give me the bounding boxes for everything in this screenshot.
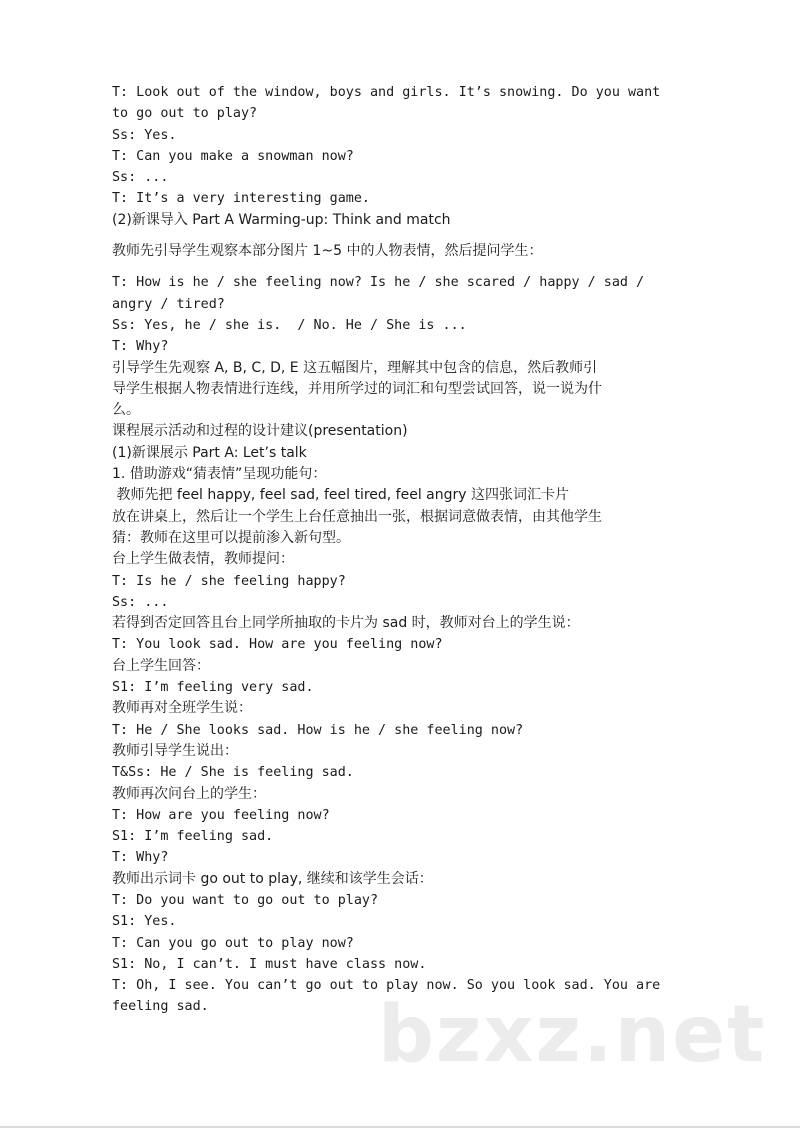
- text-line: 教师再对全班学生说：: [112, 700, 252, 717]
- text-line: T: He / She looks sad. How is he / she feeling now?: [112, 722, 524, 738]
- watermark-text: bzxz.net: [378, 990, 767, 1080]
- section-heading: 课程展示活动和过程的设计建议(presentation): [112, 423, 408, 440]
- text-line: T: Look out of the window, boys and girls. It’s snowing. Do you want: [112, 85, 661, 100]
- text-line: T: Why?: [112, 850, 169, 866]
- text-line: 若得到否定回答且台上同学所抽取的卡片为 sad 时，教师对台上的学生说：: [112, 615, 580, 632]
- section-heading: (1)新课展示 Part A: Let’s talk: [112, 444, 307, 461]
- text-line: Ss: ...: [112, 594, 169, 610]
- text-line: 台上学生回答：: [112, 657, 210, 674]
- paragraph-gap: [112, 262, 682, 272]
- text-line: 教师先把 feel happy, feel sad, feel tired, feel angry 这四张词汇卡片: [112, 487, 570, 504]
- document-body: [112, 82, 682, 1018]
- text-line: Ss: Yes.: [112, 127, 177, 143]
- text-line: T: How are you feeling now?: [112, 807, 330, 823]
- text-line: 放在讲桌上，然后让一个学生上台任意抽出一张，根据词意做表情，由其他学生: [112, 508, 602, 525]
- text-line: angry / tired?: [112, 296, 225, 312]
- text-line: S1: Yes.: [112, 914, 177, 930]
- text-line: T: It’s a very interesting game.: [112, 191, 370, 207]
- text-line: 1. 借助游戏“猜表情”呈现功能句：: [112, 466, 327, 483]
- text-line: 台上学生做表情，教师提问：: [112, 551, 294, 568]
- text-line: T: Oh, I see. You can’t go out to play now. So you look sad. You are: [112, 978, 661, 994]
- text-line: 教师出示词卡 go out to play, 继续和该学生会话：: [112, 870, 433, 887]
- text-line: T: Why?: [112, 339, 169, 355]
- text-line: T: Can you make a snowman now?: [112, 148, 354, 164]
- text-line: T: Is he / she feeling happy?: [112, 573, 346, 589]
- section-heading: (2)新课导入 Part A Warming-up: Think and match: [112, 211, 451, 228]
- text-line: Ss: ...: [112, 170, 169, 186]
- text-line: Ss: Yes, he / she is. / No. He / She is ...: [112, 317, 467, 333]
- paragraph-gap: [112, 231, 682, 241]
- text-line: to go out to play?: [112, 106, 258, 122]
- text-line: S1: No, I can’t. I must have class now.: [112, 956, 427, 972]
- text-line: 教师再次问台上的学生：: [112, 785, 266, 802]
- text-line: 导学生根据人物表情进行连线，并用所学过的词汇和句型尝试回答，说一说为什: [112, 380, 602, 397]
- text-line: T&Ss: He / She is feeling sad.: [112, 765, 354, 781]
- page-bottom-divider: [0, 1126, 800, 1128]
- text-line: 教师引导学生说出：: [112, 742, 238, 759]
- text-line: 教师先引导学生观察本部分图片 1~5 中的人物表情，然后提问学生：: [112, 243, 543, 260]
- text-line: 引导学生先观察 A, B, C, D, E 这五幅图片，理解其中包含的信息，然后教师引: [112, 359, 598, 376]
- text-line: 猜：教师在这里可以提前渗入新句型。: [112, 529, 350, 546]
- text-line: 么。: [112, 402, 140, 419]
- text-line: S1: I’m feeling sad.: [112, 829, 274, 845]
- text-line: T: You look sad. How are you feeling now?: [112, 637, 443, 653]
- text-line: feeling sad.: [112, 999, 209, 1015]
- text-line: T: Do you want to go out to play?: [112, 892, 379, 908]
- text-line: T: Can you go out to play now?: [112, 935, 354, 951]
- text-line: S1: I’m feeling very sad.: [112, 680, 314, 696]
- text-line: T: How is he / she feeling now? Is he / she scared / happy / sad /: [112, 275, 645, 291]
